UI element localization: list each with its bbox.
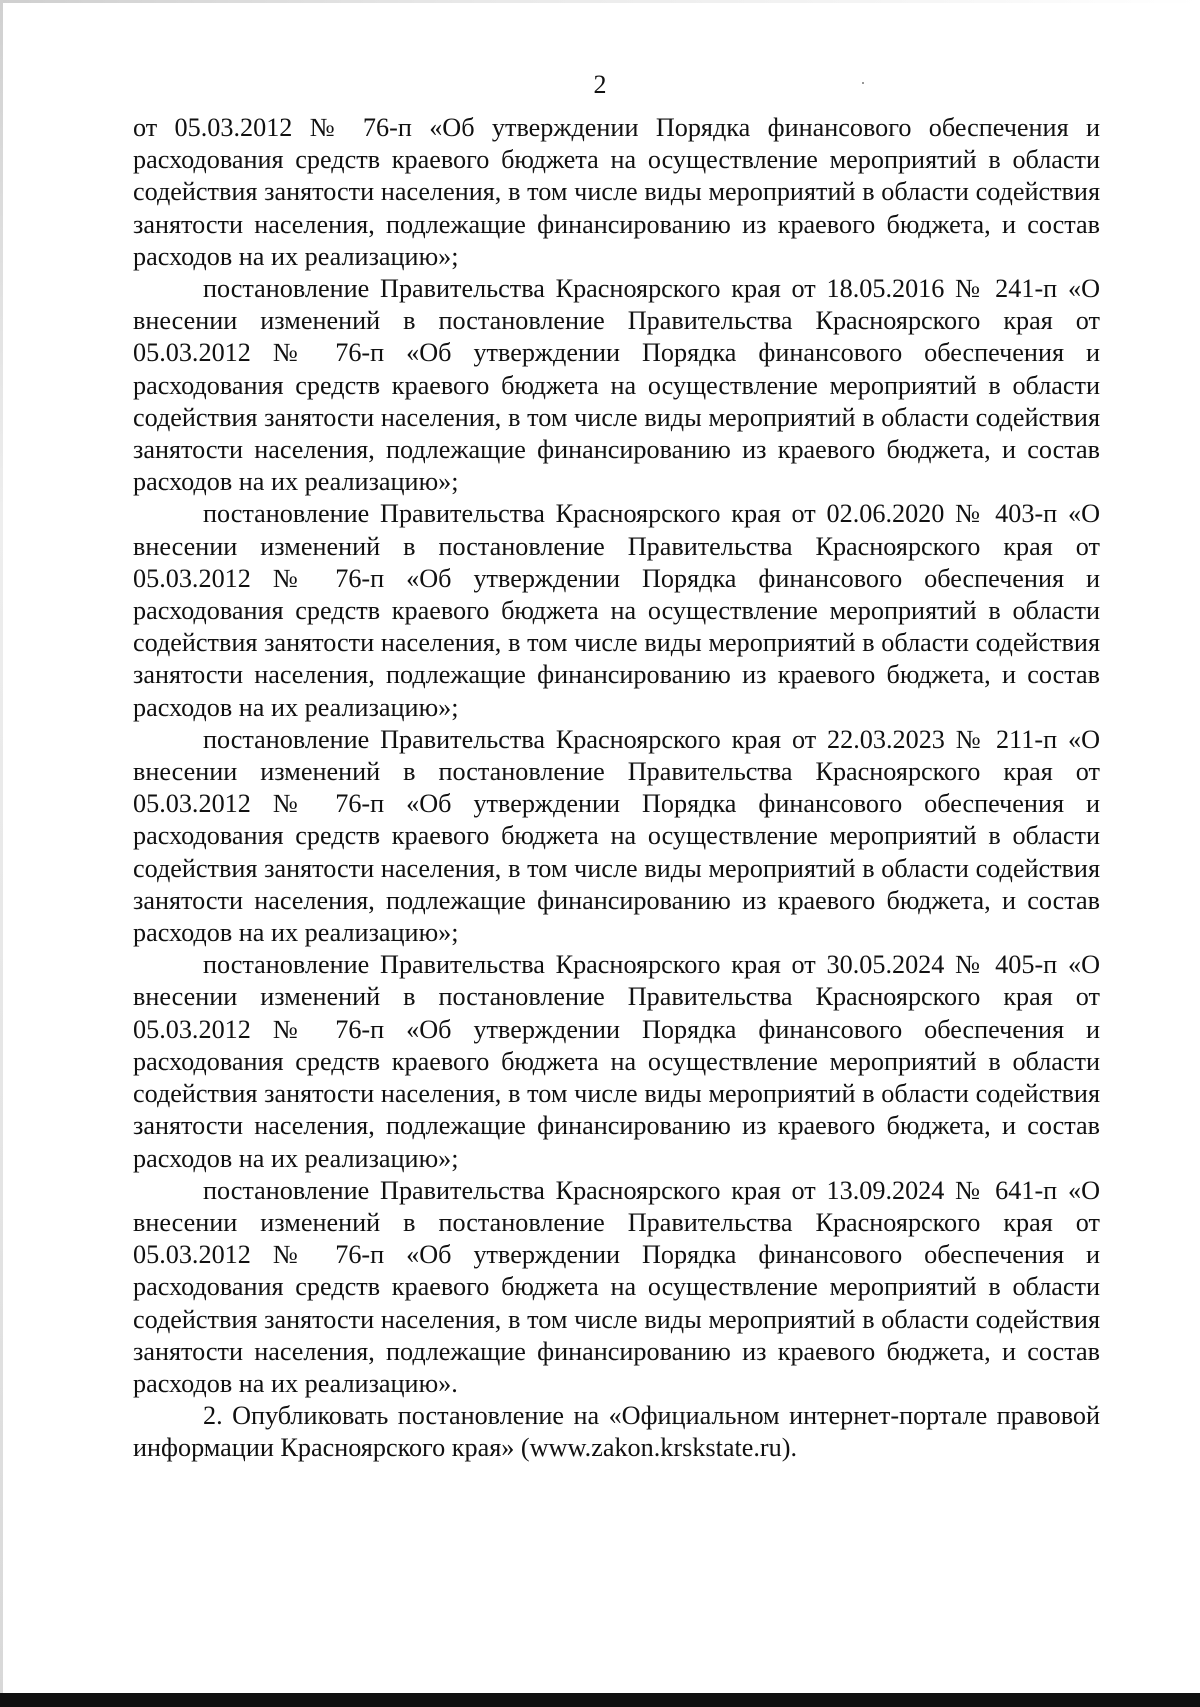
- scan-left-edge: [0, 0, 3, 1707]
- scan-top-edge: [0, 0, 1200, 3]
- document-body: [133, 112, 1100, 1465]
- paragraph-decree-2016-241: постановление Правительства Красноярского края от 18.05.2016 № 241-п «О внесении изменений в постановление Правительства Красноярского края от 05.03.2012 № 76-п «Об утверждении Порядка финансового обеспечения и расходования средств краевого бюджета на осуществление мероприятий в области содействия занятости населения, в том числе виды мероприятий в области содействия занятости населения, подлежащие финансированию из краевого бюджета, и состав расходов на их реализацию»;: [133, 274, 1100, 497]
- paragraph-decree-2024-641: постановление Правительства Красноярского края от 13.09.2024 № 641-п «О внесении изменений в постановление Правительства Красноярского края от 05.03.2012 № 76-п «Об утверждении Порядка финансового обеспечения и расходования средств краевого бюджета на осуществление мероприятий в области содействия занятости населения, в том числе виды мероприятий в области содействия занятости населения, подлежащие финансированию из краевого бюджета, и состав расходов на их реализацию».: [133, 1175, 1100, 1398]
- paragraph-publication-item: 2. Опубликовать постановление на «Официальном интернет-портале правовой информации Красноярского края» (www.zakon.krskstate.ru).: [133, 1401, 1100, 1463]
- paragraph-continuation: от 05.03.2012 № 76-п «Об утверждении Порядка финансового обеспечения и расходования средств краевого бюджета на осуществление мероприятий в области содействия занятости населения, в том числе виды мероприятий в области содействия занятости населения, подлежащие финансированию из краевого бюджета, и состав расходов на их реализацию»;: [133, 113, 1100, 271]
- paragraph-decree-2020-403: постановление Правительства Красноярского края от 02.06.2020 № 403-п «О внесении изменений в постановление Правительства Красноярского края от 05.03.2012 № 76-п «Об утверждении Порядка финансового обеспечения и расходования средств краевого бюджета на осуществление мероприятий в области содействия занятости населения, в том числе виды мероприятий в области содействия занятости населения, подлежащие финансированию из краевого бюджета, и состав расходов на их реализацию»;: [133, 499, 1100, 722]
- page-number: 2: [593, 70, 607, 99]
- paragraph-decree-2024-405: постановление Правительства Красноярского края от 30.05.2024 № 405-п «О внесении изменений в постановление Правительства Красноярского края от 05.03.2012 № 76-п «Об утверждении Порядка финансового обеспечения и расходования средств краевого бюджета на осуществление мероприятий в области содействия занятости населения, в том числе виды мероприятий в области содействия занятости населения, подлежащие финансированию из краевого бюджета, и состав расходов на их реализацию»;: [133, 950, 1100, 1173]
- paragraph-decree-2023-211: постановление Правительства Красноярского края от 22.03.2023 № 211-п «О внесении изменений в постановление Правительства Красноярского края от 05.03.2012 № 76-п «Об утверждении Порядка финансового обеспечения и расходования средств краевого бюджета на осуществление мероприятий в области содействия занятости населения, в том числе виды мероприятий в области содействия занятости населения, подлежащие финансированию из краевого бюджета, и состав расходов на их реализацию»;: [133, 724, 1100, 948]
- scan-bottom-edge: [0, 1693, 1200, 1707]
